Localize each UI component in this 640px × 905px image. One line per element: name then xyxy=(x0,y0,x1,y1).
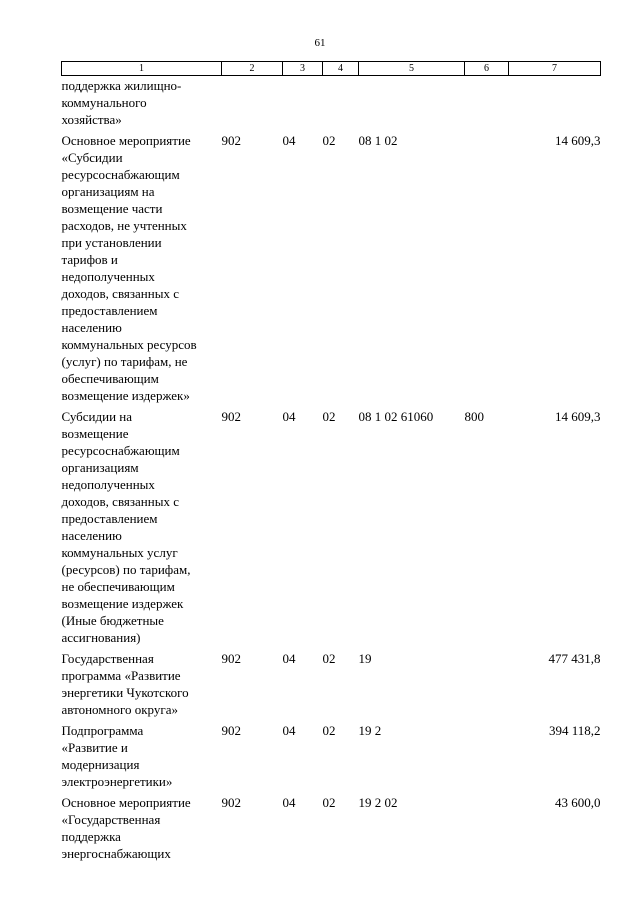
target-article-cell: 08 1 02 xyxy=(358,133,398,148)
amount-cell xyxy=(509,76,601,129)
expense-type-cell xyxy=(465,790,509,862)
subsection-cell: 02 xyxy=(322,133,336,148)
row-name-cell: Субсидии на возмещение ресурсоснабжающим организациям недополученных доходов, связанных с предоставлением населению коммунальных услуг (ресурсов) по тарифам, не обеспечивающим возмещение издержек (Иные бюджетные ассигнования) xyxy=(61,409,191,645)
column-header-3: 3 xyxy=(283,62,323,76)
chapter-cell: 902 xyxy=(221,795,241,810)
row-name-cell: Государственная программа «Развитие энергетики Чукотского автономного округа» xyxy=(61,651,189,717)
page-number: 61 xyxy=(314,37,326,49)
target-article-cell xyxy=(359,76,465,129)
expense-type-cell xyxy=(465,718,509,790)
expense-type-cell xyxy=(465,76,509,129)
chapter-cell xyxy=(222,76,283,129)
subsection-cell xyxy=(323,76,359,129)
row-name-cell: Основное мероприятие «Государственная поддержка энергоснабжающих xyxy=(61,795,191,861)
subsection-cell: 02 xyxy=(322,409,336,424)
expense-type-cell xyxy=(465,646,509,718)
row-name-cell: поддержка жилищно- коммунального хозяйства» xyxy=(61,78,182,127)
table-row xyxy=(62,404,601,646)
budget-table xyxy=(61,61,601,862)
section-cell: 04 xyxy=(282,723,296,738)
section-cell: 04 xyxy=(282,409,296,424)
target-article-cell: 19 xyxy=(358,651,372,666)
target-article-cell: 19 2 02 xyxy=(358,795,398,810)
chapter-cell: 902 xyxy=(221,651,241,666)
expense-type-cell xyxy=(465,128,509,404)
column-header-1: 1 xyxy=(62,62,222,76)
subsection-cell: 02 xyxy=(322,723,336,738)
section-cell xyxy=(283,76,323,129)
row-name-cell: Подпрограмма «Развитие и модернизация электроэнергетики» xyxy=(61,723,173,789)
subsection-cell: 02 xyxy=(322,651,336,666)
section-cell: 04 xyxy=(282,795,296,810)
row-name-cell: Основное мероприятие «Субсидии ресурсоснабжающим организациям на возмещение части расходов, не учтенных при установлении тарифов и недополученных доходов, связанных с предоставлением населению коммунальных ресурсов (услуг) по тарифам, не обеспечивающим возмещение издержек» xyxy=(61,133,197,403)
chapter-cell: 902 xyxy=(221,409,241,424)
column-header-2: 2 xyxy=(222,62,283,76)
subsection-cell: 02 xyxy=(322,795,336,810)
chapter-cell: 902 xyxy=(221,723,241,738)
table-row xyxy=(62,76,601,129)
target-article-cell: 19 2 xyxy=(358,723,382,738)
amount-cell: 14 609,3 xyxy=(555,409,601,424)
target-article-cell: 08 1 02 61060 xyxy=(358,409,434,424)
section-cell: 04 xyxy=(282,651,296,666)
section-cell: 04 xyxy=(282,133,296,148)
table-row xyxy=(62,646,601,718)
expense-type-cell: 800 xyxy=(464,409,484,424)
table-row xyxy=(62,790,601,862)
amount-cell: 43 600,0 xyxy=(555,795,601,810)
column-header-6: 6 xyxy=(465,62,509,76)
chapter-cell: 902 xyxy=(221,133,241,148)
column-number-row xyxy=(62,62,601,76)
column-header-5: 5 xyxy=(359,62,465,76)
amount-cell: 14 609,3 xyxy=(555,133,601,148)
amount-cell: 394 118,2 xyxy=(548,723,601,738)
table-row xyxy=(62,718,601,790)
amount-cell: 477 431,8 xyxy=(548,651,601,666)
column-header-7: 7 xyxy=(509,62,601,76)
table-row xyxy=(62,128,601,404)
column-header-4: 4 xyxy=(323,62,359,76)
